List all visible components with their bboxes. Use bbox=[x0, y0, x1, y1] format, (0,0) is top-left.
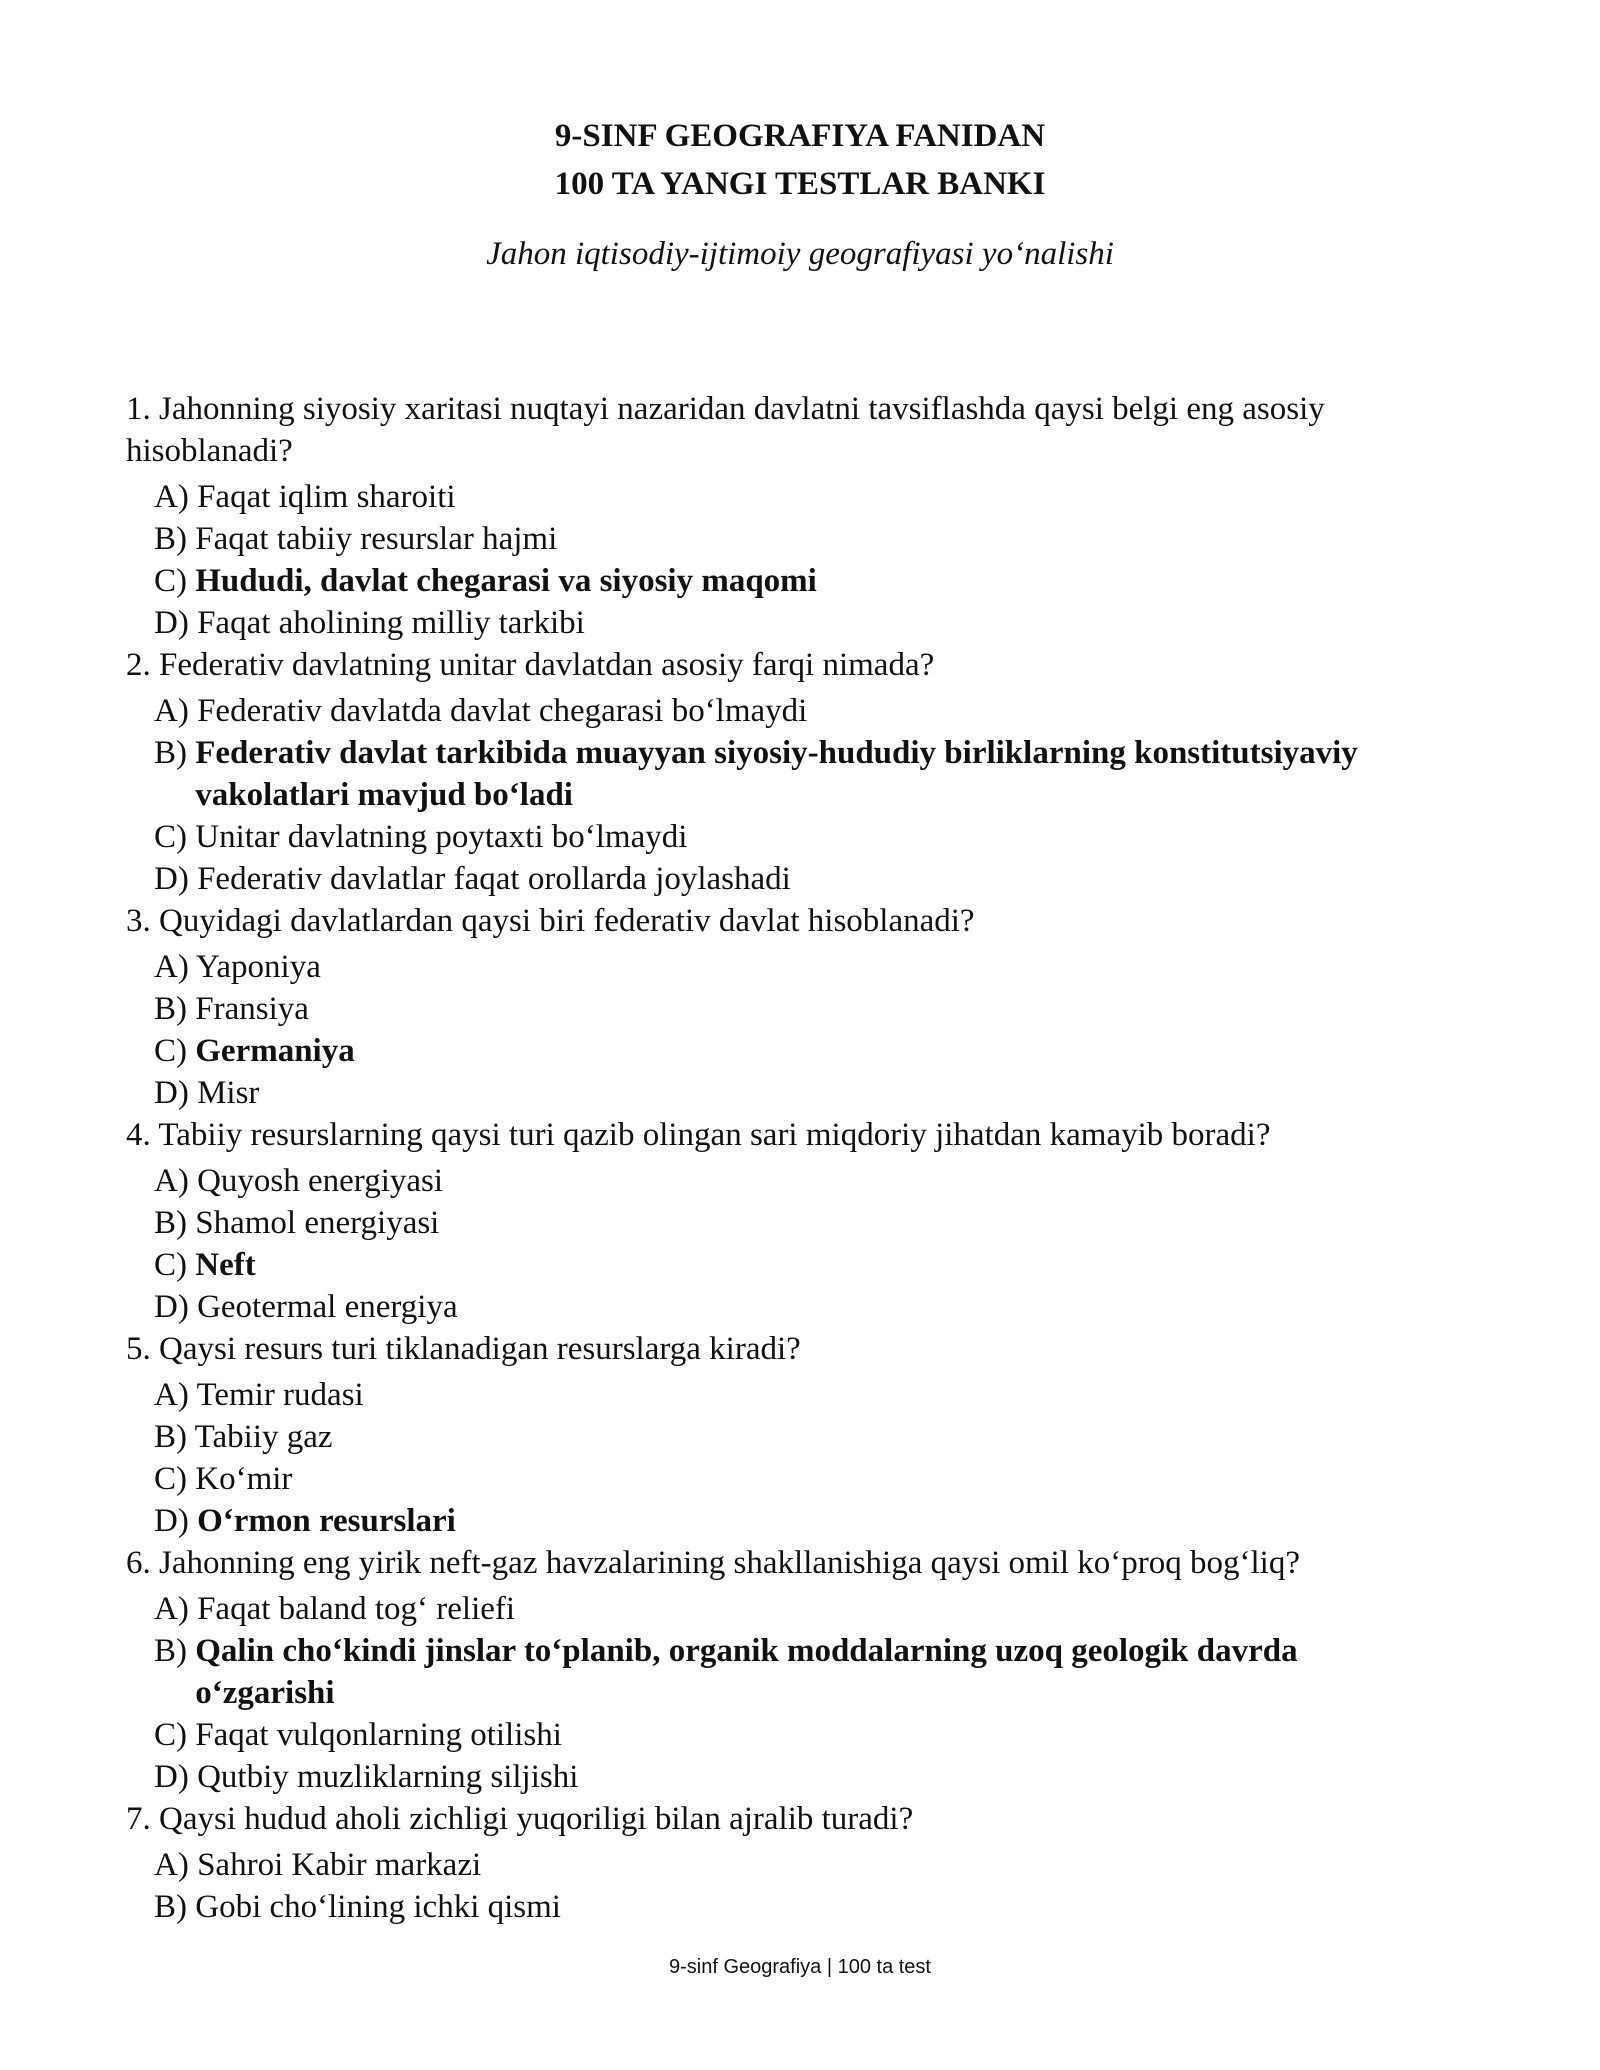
option-list bbox=[126, 1374, 1466, 1542]
option-prefix: C) bbox=[154, 1033, 196, 1069]
question-text: 4. Tabiiy resurslarning qaysi turi qazib olingan sari miqdoriy jihatdan kamayib boradi? bbox=[126, 1117, 1271, 1153]
option-text: Misr bbox=[197, 1075, 260, 1111]
option-c bbox=[126, 816, 1466, 858]
option-prefix: C) bbox=[154, 1717, 196, 1753]
option-prefix: B) bbox=[154, 521, 196, 557]
option-text: Faqat vulqonlarning otilishi bbox=[195, 1717, 562, 1753]
option-text: Qutbiy muzliklarning siljishi bbox=[197, 1759, 579, 1795]
correct-answer-text: O‘rmon resurslari bbox=[197, 1503, 456, 1539]
option-text: Temir rudasi bbox=[196, 1377, 364, 1413]
option-prefix: C) bbox=[154, 1461, 196, 1497]
question-7 bbox=[126, 1798, 1466, 1928]
option-b bbox=[126, 988, 1466, 1030]
option-prefix: D) bbox=[154, 605, 198, 641]
option-a bbox=[126, 1160, 1466, 1202]
option-text: Quyosh energiyasi bbox=[197, 1163, 444, 1199]
option-d bbox=[126, 602, 1466, 644]
question-text: 6. Jahonning eng yirik neft-gaz havzalarining shakllanishiga qaysi omil ko‘proq bog‘liq? bbox=[126, 1545, 1300, 1581]
option-text: Shamol energiyasi bbox=[195, 1205, 440, 1241]
option-a bbox=[126, 1588, 1466, 1630]
option-text: Faqat aholining milliy tarkibi bbox=[197, 605, 585, 641]
question-6 bbox=[126, 1542, 1466, 1798]
option-text: Yaponiya bbox=[195, 949, 321, 985]
option-c-correct bbox=[126, 1244, 1466, 1286]
option-text: Federativ davlatda davlat chegarasi bo‘lmaydi bbox=[197, 693, 808, 729]
option-c bbox=[126, 1458, 1466, 1500]
correct-answer-text: Neft bbox=[195, 1247, 256, 1283]
option-d bbox=[126, 858, 1466, 900]
option-b-correct bbox=[126, 1630, 1466, 1714]
question-2 bbox=[126, 644, 1466, 900]
question-text: 3. Quyidagi davlatlardan qaysi biri federativ davlat hisoblanadi? bbox=[126, 903, 975, 939]
option-prefix: A) bbox=[154, 1377, 197, 1413]
option-prefix: D) bbox=[154, 1289, 198, 1325]
option-list bbox=[126, 690, 1466, 900]
option-prefix: B) bbox=[154, 1633, 196, 1669]
document-header bbox=[0, 112, 1600, 274]
option-text: Tabiiy gaz bbox=[194, 1419, 333, 1455]
option-list bbox=[126, 1160, 1466, 1328]
question-3 bbox=[126, 900, 1466, 1114]
option-prefix: C) bbox=[154, 563, 196, 599]
option-prefix: B) bbox=[154, 1889, 196, 1925]
question-text: 1. Jahonning siyosiy xaritasi nuqtayi nazaridan davlatni tavsiflashda qaysi belgi eng asosiy hisoblanadi? bbox=[126, 391, 1325, 469]
question-4 bbox=[126, 1114, 1466, 1328]
option-text: Sahroi Kabir markazi bbox=[197, 1847, 482, 1883]
option-list bbox=[126, 1844, 1466, 1928]
option-text: Federativ davlatlar faqat orollarda joylashadi bbox=[197, 861, 791, 897]
option-prefix: B) bbox=[154, 1205, 196, 1241]
option-text: Faqat iqlim sharoiti bbox=[197, 479, 456, 515]
correct-answer-text: Germaniya bbox=[195, 1033, 355, 1069]
option-d-correct bbox=[126, 1500, 1466, 1542]
option-a bbox=[126, 946, 1466, 988]
document-subtitle: Jahon iqtisodiy-ijtimoiy geografiyasi yo‘nalishi bbox=[486, 236, 1114, 272]
option-text: Unitar davlatning poytaxti bo‘lmaydi bbox=[195, 819, 688, 855]
option-text: Faqat baland tog‘ reliefi bbox=[197, 1591, 516, 1627]
option-text: Fransiya bbox=[195, 991, 309, 1027]
option-prefix: D) bbox=[154, 1503, 198, 1539]
option-d bbox=[126, 1756, 1466, 1798]
option-prefix: B) bbox=[154, 1419, 195, 1455]
option-list bbox=[126, 946, 1466, 1114]
option-b-correct bbox=[126, 732, 1466, 816]
correct-answer-text: Federativ davlat tarkibida muayyan siyosiy-hududiy birliklarning konstitutsiyaviy vakolatlari mavjud bo‘ladi bbox=[195, 735, 1358, 813]
option-prefix: C) bbox=[154, 1247, 196, 1283]
question-text: 2. Federativ davlatning unitar davlatdan asosiy farqi nimada? bbox=[126, 647, 935, 683]
option-prefix: A) bbox=[154, 1847, 198, 1883]
option-a bbox=[126, 690, 1466, 732]
option-c-correct bbox=[126, 1030, 1466, 1072]
option-b bbox=[126, 1886, 1466, 1928]
option-d bbox=[126, 1286, 1466, 1328]
option-prefix: A) bbox=[154, 693, 198, 729]
option-c-correct bbox=[126, 560, 1466, 602]
question-1 bbox=[126, 388, 1466, 644]
option-prefix: B) bbox=[154, 991, 196, 1027]
option-b bbox=[126, 518, 1466, 560]
option-a bbox=[126, 476, 1466, 518]
option-a bbox=[126, 1844, 1466, 1886]
page-footer: 9-sinf Geografiya | 100 ta test bbox=[668, 1956, 931, 1978]
option-prefix: A) bbox=[154, 949, 196, 985]
option-prefix: A) bbox=[154, 479, 198, 515]
option-prefix: A) bbox=[154, 1591, 198, 1627]
document-title-line-1: 9-SINF GEOGRAFIYA FANIDAN bbox=[554, 118, 1046, 154]
question-5 bbox=[126, 1328, 1466, 1542]
question-text: 7. Qaysi hudud aholi zichligi yuqoriligi bilan ajralib turadi? bbox=[126, 1801, 914, 1837]
option-c bbox=[126, 1714, 1466, 1756]
option-prefix: D) bbox=[154, 861, 198, 897]
option-prefix: A) bbox=[154, 1163, 198, 1199]
option-text: Ko‘mir bbox=[195, 1461, 293, 1497]
option-a bbox=[126, 1374, 1466, 1416]
option-prefix: D) bbox=[154, 1759, 198, 1795]
option-d bbox=[126, 1072, 1466, 1114]
correct-answer-text: Hududi, davlat chegarasi va siyosiy maqomi bbox=[195, 563, 817, 599]
option-b bbox=[126, 1202, 1466, 1244]
option-prefix: D) bbox=[154, 1075, 198, 1111]
option-b bbox=[126, 1416, 1466, 1458]
option-text: Faqat tabiiy resurslar hajmi bbox=[195, 521, 558, 557]
option-list bbox=[126, 1588, 1466, 1798]
question-list bbox=[126, 388, 1466, 1928]
correct-answer-text: Qalin cho‘kindi jinslar to‘planib, organik moddalarning uzoq geologik davrda o‘zgarishi bbox=[195, 1633, 1298, 1711]
option-list bbox=[126, 476, 1466, 644]
option-prefix: C) bbox=[154, 819, 196, 855]
option-text: Geotermal energiya bbox=[197, 1289, 458, 1325]
question-text: 5. Qaysi resurs turi tiklanadigan resurslarga kiradi? bbox=[126, 1331, 801, 1367]
option-prefix: B) bbox=[154, 735, 196, 771]
document-title-line-2: 100 TA YANGI TESTLAR BANKI bbox=[554, 166, 1046, 202]
option-text: Gobi cho‘lining ichki qismi bbox=[195, 1889, 561, 1925]
